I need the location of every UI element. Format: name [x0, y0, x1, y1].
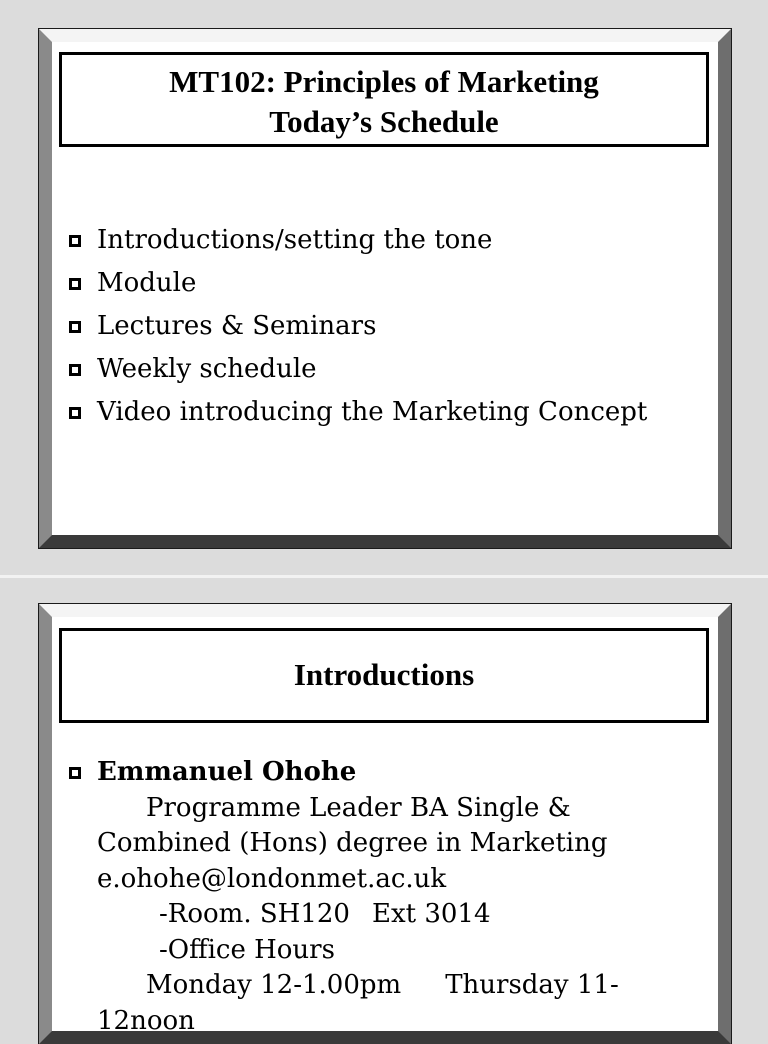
square-bullet-icon	[69, 321, 81, 333]
list-item	[69, 262, 647, 305]
list-item	[69, 391, 647, 434]
square-bullet-icon	[69, 278, 81, 290]
hours-monday: Monday 12-1.00pm	[146, 970, 402, 1000]
slide-title-box	[59, 52, 709, 147]
hours-thursday: Thursday 11-	[445, 970, 619, 1000]
list-item-text: Weekly schedule	[97, 354, 317, 384]
lecturer-name-text: Emmanuel Ohohe	[97, 757, 357, 787]
square-bullet-icon	[69, 235, 81, 247]
hours-line	[69, 968, 709, 1004]
list-item	[69, 348, 647, 391]
list-item	[69, 305, 647, 348]
list-item-text: Introductions/setting the tone	[97, 225, 493, 255]
email-text: e.ohohe@londonmet.ac.uk	[97, 863, 447, 894]
list-item-text: Lectures & Seminars	[97, 311, 377, 341]
lecturer-name	[69, 755, 709, 791]
slide-schedule	[39, 29, 731, 548]
hours-thursday-continued: 12noon	[97, 1005, 195, 1036]
extension-text: Ext 3014	[371, 899, 491, 929]
role-line: Programme Leader BA Single &	[146, 792, 571, 823]
slide-title-schedule: Today’s Schedule	[269, 104, 499, 139]
schedule-bullet-list	[69, 219, 647, 434]
square-bullet-icon	[69, 767, 81, 779]
square-bullet-icon	[69, 364, 81, 376]
room-line	[69, 897, 709, 933]
list-item-text: Module	[97, 268, 197, 298]
introductions-body	[69, 755, 709, 1039]
role-line: Combined (Hons) degree in Marketing	[97, 828, 608, 858]
slide-title: Introductions	[293, 657, 475, 692]
list-item-text: Video introducing the Marketing Concept	[97, 397, 648, 427]
room-text: -Room. SH120	[159, 899, 350, 929]
square-bullet-icon	[69, 407, 81, 419]
slide-title-box	[59, 628, 709, 723]
list-item	[69, 219, 647, 262]
slide-title-course: MT102: Principles of Marketing	[169, 64, 599, 99]
slide-introductions	[39, 604, 731, 1044]
page-divider	[0, 575, 768, 578]
office-hours-label: -Office Hours	[159, 934, 335, 965]
